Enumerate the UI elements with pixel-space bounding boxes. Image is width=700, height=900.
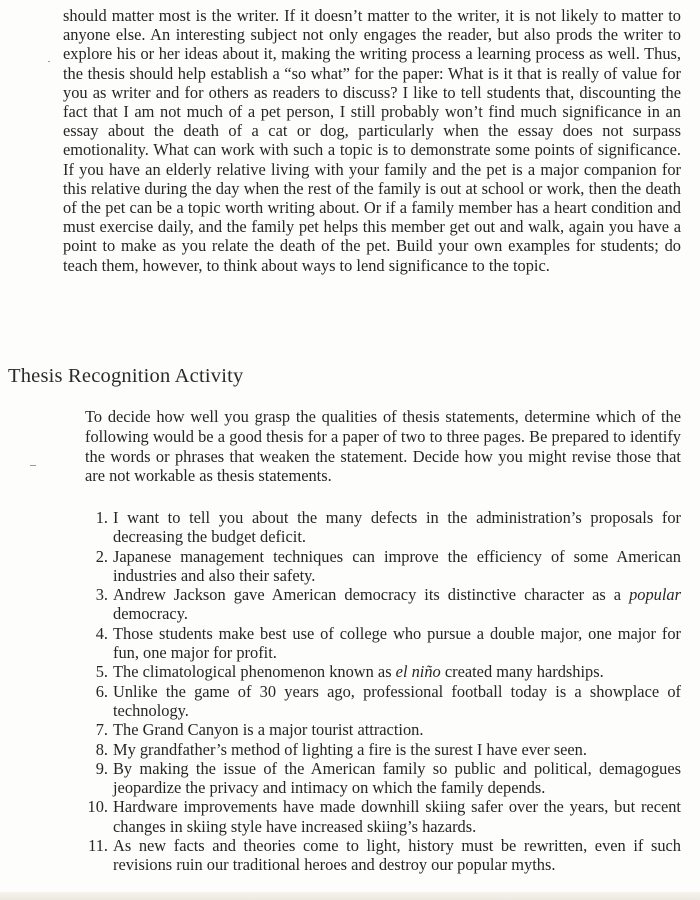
item-text-before: Andrew Jackson gave American democracy its distinctive character as a <box>113 585 630 605</box>
item-text <box>113 585 681 624</box>
item-text: Those students make best use of college who pursue a double major, one major for fun, one major for profit. <box>113 623 681 663</box>
item-number: 3. <box>95 585 108 605</box>
item-text-before: The climatological phenomenon known as <box>113 662 396 682</box>
body-paragraph: should matter most is the writer. If it doesn’t matter to the writer, it is not likely to matter to anyone else. An interesting subject not only engages the reader, but also prods the writer to explore his or her ideas about it, making the writing process a learning process as well. Thus, the thesis should help establish a “so what” for the paper: What is it that is really of value for you as writer and for others as readers to discuss? I like to tell students that, discounting the fact that I am not much of a pet person, I still probably won’t find much significance in an essay about the death of a cat or dog, particularly when the essay does not surpass emotionality. What can work with such a topic is to demonstrate some points of significance. If you have an elderly relative living with your family and the pet is a major companion for this relative during the day when the rest of the family is out at school or work, then the death of the pet can be a topic worth writing about. Or if a family member has a heart condition and must exercise daily, and the family pet helps this member get out and walk, again you have a point to make as you relate the death of the pet. Build your own examples for students; do teach them, however, to think about ways to lend significance to the topic. <box>63 6 681 275</box>
item-number: 9. <box>95 758 108 778</box>
list-item <box>85 759 681 798</box>
item-number: 5. <box>95 662 108 682</box>
list-item <box>85 797 681 836</box>
item-number: 6. <box>95 681 108 701</box>
list-item <box>85 720 681 739</box>
item-text-after: democracy. <box>113 604 188 624</box>
item-text-after: created many hardships. <box>440 662 604 682</box>
item-text: My grandfather’s method of lighting a fire is the surest I have ever seen. <box>113 739 587 759</box>
item-emphasis: popular <box>629 585 681 605</box>
list-item <box>85 508 681 547</box>
item-number: 2. <box>95 546 108 566</box>
scan-speck <box>30 465 36 466</box>
item-text: The Grand Canyon is a major tourist attraction. <box>113 720 424 740</box>
list-item <box>85 585 681 624</box>
list-item <box>85 836 681 875</box>
item-text <box>113 662 681 681</box>
item-number: 10. <box>87 797 108 817</box>
item-text: Japanese management techniques can improve the efficiency of some American industries and also their safety. <box>113 546 681 585</box>
item-number: 7. <box>95 720 108 740</box>
item-text: I want to tell you about the many defects in the administration’s proposals for decreasing the budget deficit. <box>113 508 681 547</box>
intro-paragraph: To decide how well you grasp the qualities of thesis statements, determine which of the following would be a good thesis for a paper of two to three pages. Be prepared to identify the words or phrases that weaken the statement. Decide how you might revise those that are not workable as thesis statements. <box>85 407 681 486</box>
list-item <box>85 624 681 663</box>
item-emphasis: el niño <box>395 662 441 682</box>
list-item <box>85 740 681 759</box>
section-heading: Thesis Recognition Activity <box>8 365 244 387</box>
item-number: 11. <box>88 836 108 856</box>
list-item <box>85 547 681 586</box>
item-number: 1. <box>95 508 108 527</box>
page-bottom-edge <box>0 892 700 900</box>
item-text: Unlike the game of 30 years ago, professional football today is a showplace of technology. <box>113 681 681 720</box>
item-text: Hardware improvements have made downhill skiing safer over the years, but recent changes in skiing style have increased skiing’s hazards. <box>113 797 681 836</box>
item-text: By making the issue of the American family so public and political, demagogues jeopardize the privacy and intimacy on which the family depends. <box>113 758 681 798</box>
item-text: As new facts and theories come to light, history must be rewritten, even if such revisions ruin our traditional heroes and destroy our popular myths. <box>113 836 681 875</box>
thesis-statement-list <box>85 508 681 875</box>
list-item <box>85 682 681 721</box>
list-item <box>85 662 681 681</box>
item-number: 8. <box>95 739 108 759</box>
item-number: 4. <box>95 623 108 643</box>
scan-speck <box>48 61 50 62</box>
